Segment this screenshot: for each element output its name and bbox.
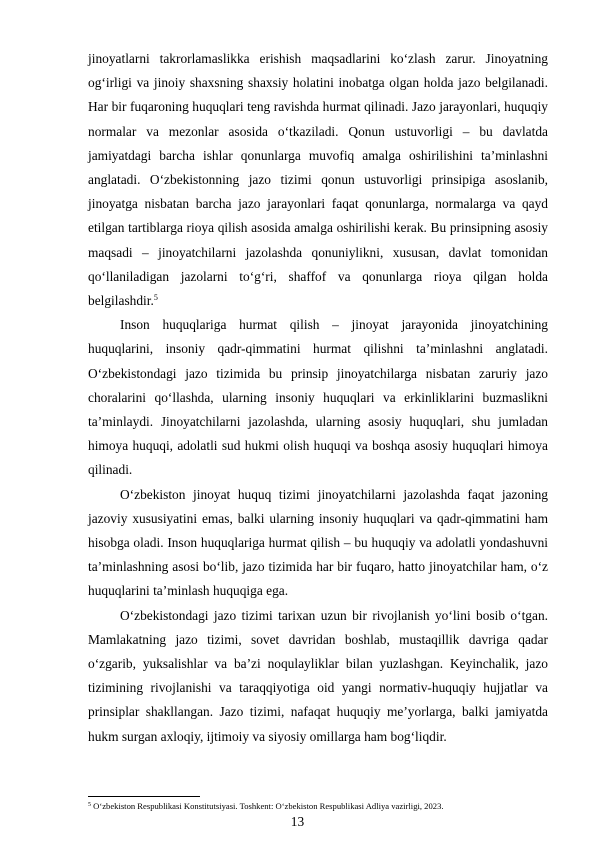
- paragraph-1-text: jinoyatlarni takrorlamaslikka erishish maqsadlarini ko‘zlash zarur. Jinoyatning og‘irligi va jinoiy shaxsning shaxsiy holatini inobatga olgan holda jazo belgilanadi. Har bir fuqaroning huquqlari teng ravishda hurmat qilinadi. Jazo jarayonlari, huquqiy normalar va mezonlar asosida o‘tkaziladi. Qonun ustuvorligi – bu davlatda jamiyatdagi barcha ishlar qonunlarga muvofiq amalga oshirilishini ta’minlashni anglatadi. O‘zbekistonning jazo tizimi qonun ustuvorligi prinsipiga asoslanib, jinoyatga nisbatan barcha jazo jarayonlari faqat qonunlarga, normalarga va qayd etilgan tartiblarga rioya qilish asosida amalga oshirilishi kerak. Bu prinsipning asosiy maqsadi – jinoyatchilarni jazolashda qonuniylikni, xususan, davlat tomonidan qo‘llaniladigan jazolarni to‘g‘ri, shaffof va qonunlarga rioya qilgan holda belgilashdir.: [88, 51, 548, 309]
- footnote-text: O‘zbekiston Respublikasi Konstitutsiyasi. Toshkent: O‘zbekiston Respublikasi Adliya vazirligi, 2023.: [93, 801, 444, 811]
- footnote-reference[interactable]: 5: [153, 293, 158, 303]
- paragraph-2: Inson huquqlariga hurmat qilish – jinoyat jarayonida jinoyatchining huquqlarini, insoniy qadr-qimmatini hurmat qilishni ta’minlashni anglatadi. O‘zbekistondagi jazo tizimida bu prinsip jinoyatchilarga nisbatan zaruriy jazo choralarini qo‘llashda, ularning insoniy huquqlari va erkinliklarini buzmaslikni ta’minlaydi. Jinoyatchilarni jazolashda, ularning asosiy huquqlari, shu jumladan himoya huquqi, adolatli sud hukmi olish huquqi va boshqa asosiy huquqlari himoya qilinadi.: [88, 317, 548, 478]
- paragraph-3: O‘zbekiston jinoyat huquq tizimi jinoyatchilarni jazolashda faqat jazoning jazoviy xususiyatini emas, balki ularning insoniy huquqlari va qadr-qimmatini ham hisobga oladi. Inson huquqlariga hurmat qilish – bu huquqiy va adolatli yondashuvni ta’minlashning asosi bo‘lib, jazo tizimida har bir fuqaro, hatto jinoyatchilar ham, o‘z huquqlarini ta’minlash huquqiga ega.: [88, 486, 548, 599]
- page-number: 13: [290, 814, 305, 829]
- footnote-number: 5: [88, 802, 91, 808]
- paragraph-1: [88, 47, 548, 313]
- footnote-separator: [88, 796, 200, 797]
- paragraph-4: O‘zbekistondagi jazo tizimi tarixan uzun bir rivojlanish yo‘lini bosib o‘tgan. Mamlakatning jazo tizimi, sovet davridan boshlab, mustaqillik davriga qadar o‘zgarib, yuksalishlar va ba’zi noqulayliklar bilan yuzlashgan. Keyinchalik, jazo tizimining rivojlanishi va taraqqiyotiga oid yangi normativ-huquqiy hujjatlar va prinsiplar shakllangan. Jazo tizimi, nafaqat huquqiy me’yorlarga, balki jamiyatda hukm surgan axloqiy, ijtimoiy va siyosiy omillarga ham bog‘liqdir.: [88, 607, 548, 744]
- footnote: [88, 801, 548, 812]
- page-body: [88, 47, 548, 749]
